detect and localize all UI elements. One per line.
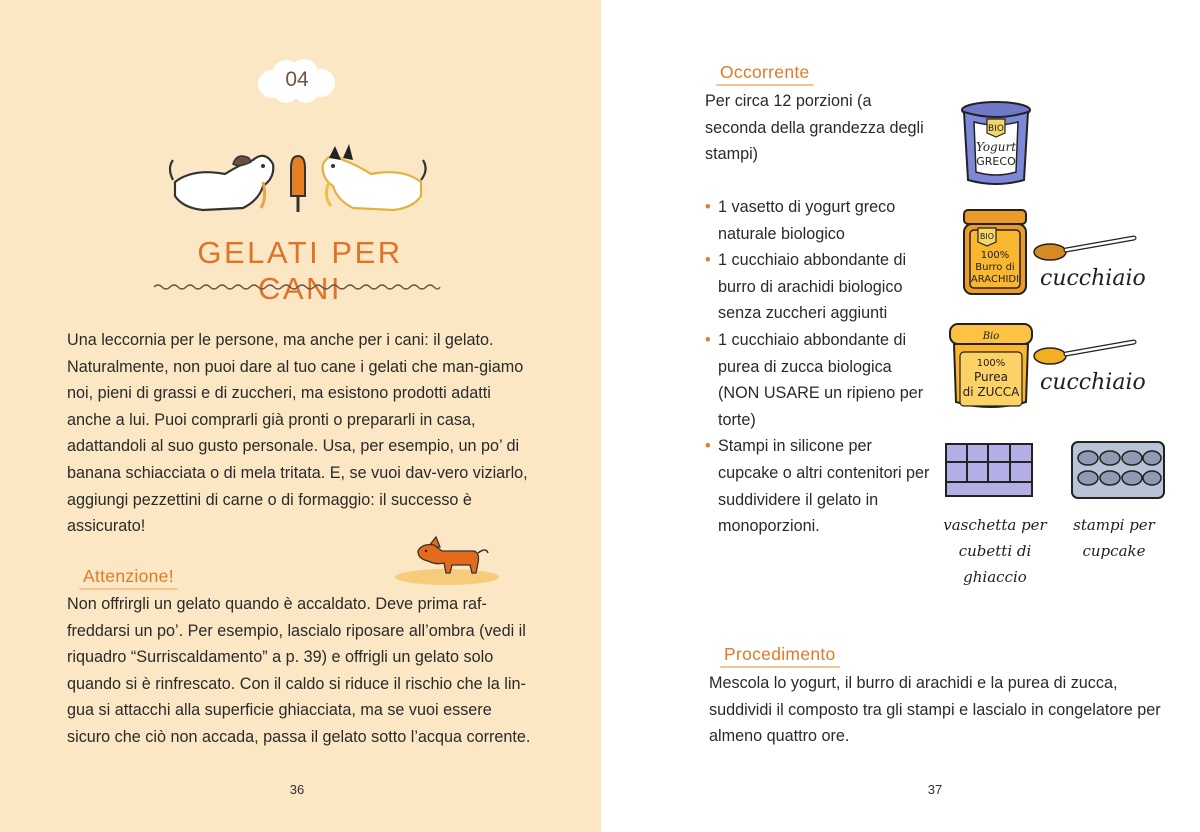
- spoon-peanut-icon: [1030, 232, 1140, 266]
- ingredient-text: 1 cucchiaio abbondante di burro di arachidi biologico senza zuccheri aggiunti: [718, 251, 907, 323]
- cupcake-mould-icon: [1070, 440, 1166, 500]
- ingredient-item: [705, 433, 935, 539]
- bullet-icon: •: [705, 251, 711, 270]
- procedure-heading: [724, 644, 836, 665]
- bullet-icon: •: [705, 198, 711, 216]
- peanut-jar-line1: 100%: [980, 250, 1010, 261]
- spoon-label: cucchiaio: [1040, 370, 1146, 395]
- peanut-jar-line3: ARACHIDI: [970, 274, 1020, 285]
- pumpkin-jar-line3: di ZUCCA: [962, 385, 1020, 399]
- yogurt-jar-line2: GRECO: [976, 155, 1016, 168]
- ingredient-text: Stampi in silicone per cupcake o altri contenitori per suddividere il gelato in monoporzioni.: [718, 437, 930, 536]
- pumpkin-jar-tag: Bio: [982, 331, 1000, 342]
- bullet-icon: •: [705, 437, 711, 456]
- ingredient-item: [705, 194, 935, 247]
- heading-underline: [716, 84, 814, 86]
- needs-heading: [720, 62, 810, 83]
- ingredient-text: 1 vasetto di yogurt greco naturale biologico: [718, 198, 896, 243]
- pumpkin-jar-line2: Purea: [973, 370, 1009, 384]
- small-dog-icon: [392, 533, 502, 585]
- pumpkin-puree-jar-icon: [946, 322, 1036, 414]
- warning-heading: [83, 566, 174, 587]
- peanut-butter-jar-icon: [960, 208, 1030, 296]
- ingredient-list: [705, 194, 935, 540]
- procedure-heading-text: Procedimento: [724, 644, 836, 664]
- dogs-with-ice-lolly-illustration: [163, 138, 433, 218]
- heading-underline: [79, 588, 178, 590]
- ingredient-item: [705, 247, 935, 327]
- yogurt-jar-icon: [958, 98, 1034, 188]
- cupcake-mould-label: stampi per cupcake: [1073, 516, 1155, 560]
- peanut-jar-tag: BIO: [979, 232, 995, 241]
- page-number-right: 37: [927, 782, 943, 797]
- chapter-title: GELATI PER CANI: [197, 235, 403, 306]
- spoon-pumpkin-icon: [1030, 336, 1140, 370]
- ingredient-item: [705, 327, 935, 433]
- title-wave-divider: [152, 282, 442, 292]
- pumpkin-jar-line1: 100%: [976, 358, 1006, 369]
- warning-paragraph: Non offrirgli un gelato quando è accaldato. Deve prima raf-freddarsi un po’. Per esempio, lascialo riposare all’ombra (vedi il riquadro “Surriscaldamento” a p. 39) e offrigli un gelato solo quando si è rinfrescato. Con il caldo si riduce il rischio che la lin-gua si attacchi alla superficie ghiacciata, ma se vuoi essere sicuro che ciò non accada, passa il gelato sotto l’acqua corrente.: [67, 595, 531, 746]
- warning-heading-text: Attenzione!: [83, 566, 174, 586]
- yogurt-jar-tag: BIO: [988, 124, 1004, 134]
- bullet-icon: •: [705, 330, 711, 349]
- chapter-number: 04: [285, 68, 309, 91]
- ice-tray-label: vaschetta per cubetti di ghiaccio: [943, 516, 1047, 586]
- heading-underline: [720, 666, 840, 668]
- portions-text: Per circa 12 porzioni (a seconda della grandezza degli stampi): [705, 92, 924, 164]
- intro-paragraph: Una leccornia per le persone, ma anche per i cani: il gelato. Naturalmente, non puoi dare al tuo cane i gelati che man-giamo noi, pieni di grassi e di zuccheri, ma esistono prodotti adatti anche a lui. Puoi comprarli già pronti o prepararli in casa, adattandoli al suo gusto personale. Usa, per esempio, un po’ di banana schiacciata o di mela tritata. E, se vuoi dav-vero viziarlo, aggiungi pezzettini di carne o di formaggio: il successo è assicurato!: [67, 331, 528, 536]
- needs-heading-text: Occorrente: [720, 62, 810, 82]
- ingredient-text: 1 cucchiaio abbondante di purea di zucca biologica (NON USARE un ripieno per torte): [718, 330, 924, 429]
- peanut-jar-line2: Burro di: [975, 262, 1015, 273]
- chapter-badge: [254, 58, 340, 106]
- ice-cube-tray-icon: [944, 442, 1034, 498]
- spoon-label: cucchiaio: [1040, 266, 1146, 291]
- procedure-paragraph: Mescola lo yogurt, il burro di arachidi e la purea di zucca, suddividi il composto tra gli stampi e lascialo in congelatore per almeno quattro ore.: [709, 674, 1161, 746]
- page-number-left: 36: [289, 782, 305, 797]
- yogurt-jar-line1: Yogurt: [975, 140, 1017, 154]
